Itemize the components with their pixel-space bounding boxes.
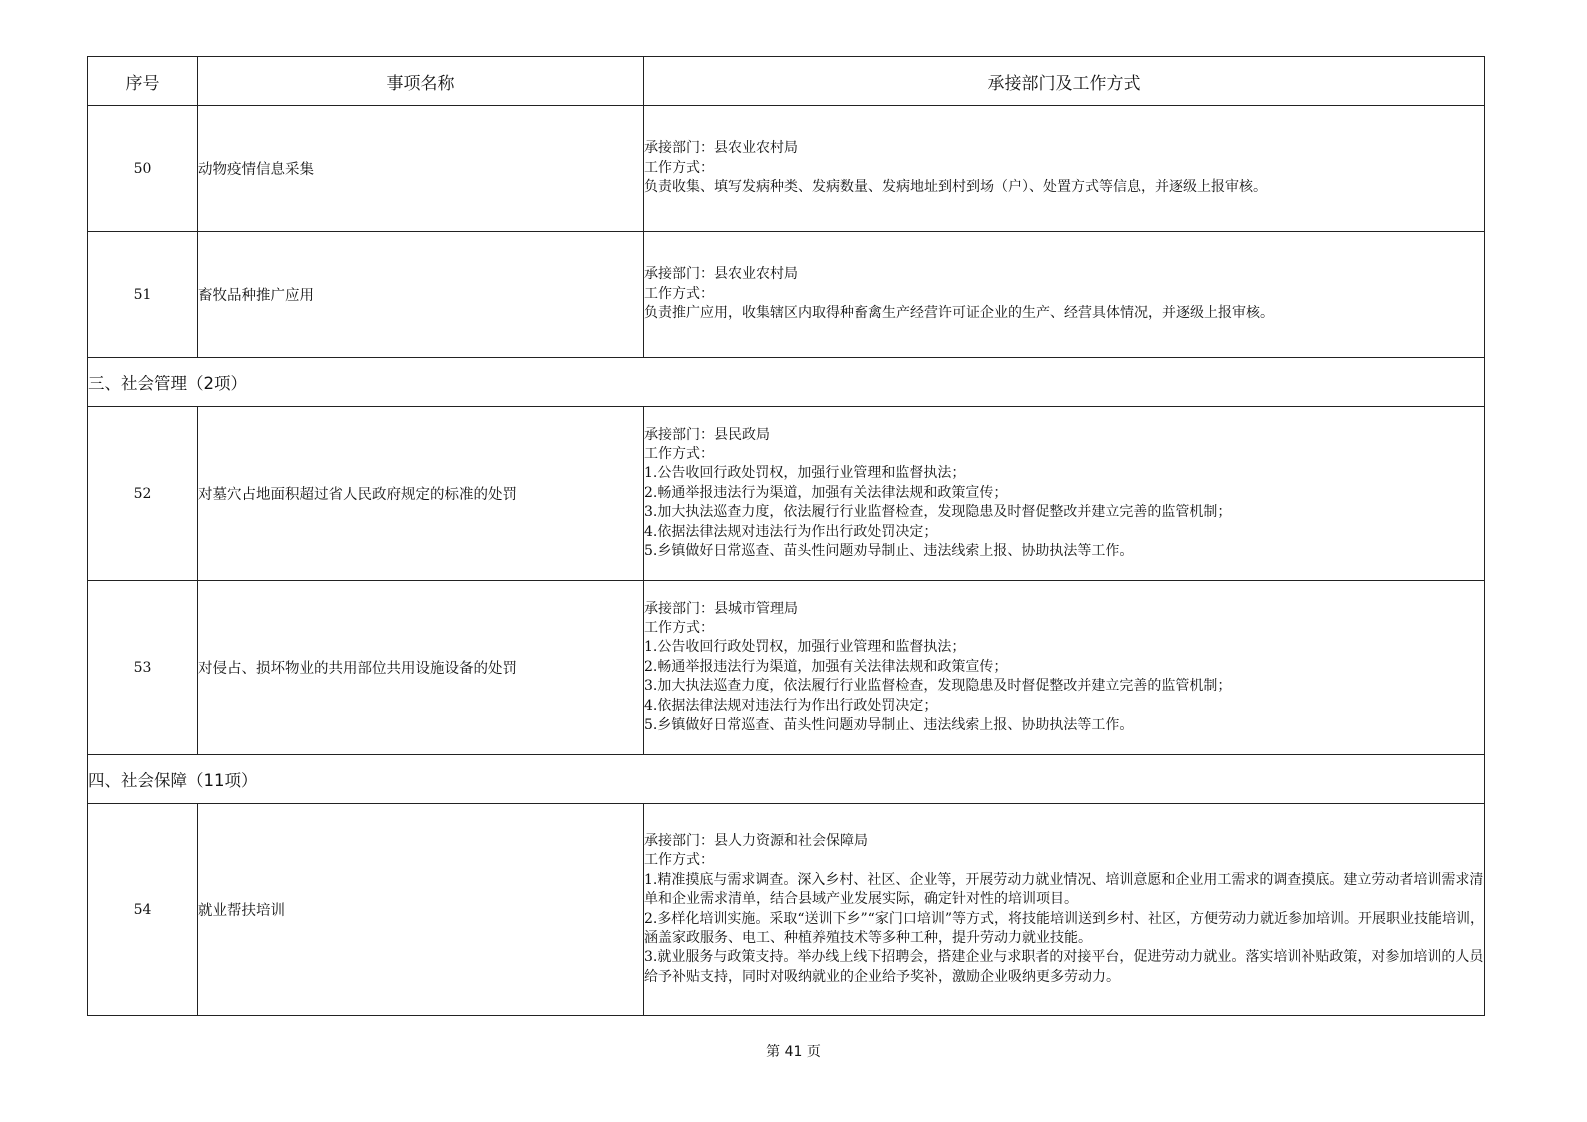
section-row — [88, 755, 1485, 804]
row-dept-method — [644, 804, 1485, 1016]
detail-line: 1.公告收回行政处罚权，加强行业管理和监督执法； — [644, 639, 966, 656]
table-row — [88, 804, 1485, 1016]
row-item-name: 动物疫情信息采集 — [198, 106, 644, 232]
detail-line: 承接部门：县城市管理局 — [644, 600, 798, 617]
detail-line: 工作方式： — [644, 619, 714, 636]
detail-line: 5.乡镇做好日常巡查、苗头性问题劝导制止、违法线索上报、协助执法等工作。 — [644, 543, 1134, 560]
detail-line: 3.加大执法巡查力度，依法履行行业监督检查，发现隐患及时督促整改并建立完善的监管机制； — [644, 504, 1232, 521]
items-table — [87, 56, 1485, 1016]
page-number: 第 41 页 — [766, 1044, 821, 1060]
row-seq: 54 — [88, 804, 198, 1016]
header-name: 事项名称 — [198, 57, 644, 106]
detail-line: 承接部门：县农业农村局 — [644, 140, 798, 157]
detail-line: 3.加大执法巡查力度，依法履行行业监督检查，发现隐患及时督促整改并建立完善的监管机制； — [644, 678, 1232, 695]
detail-line: 负责收集、填写发病种类、发病数量、发病地址到村到场（户）、处置方式等信息，并逐级上报审核。 — [644, 179, 1267, 196]
detail-line: 承接部门：县民政局 — [644, 426, 770, 443]
table-row — [88, 106, 1485, 232]
row-item-name: 对侵占、损坏物业的共用部位共用设施设备的处罚 — [198, 581, 644, 755]
header-seq: 序号 — [88, 57, 198, 106]
detail-line: 2.畅通举报违法行为渠道，加强有关法律法规和政策宣传； — [644, 484, 1008, 501]
detail-line: 工作方式： — [644, 285, 714, 302]
table-row — [88, 581, 1485, 755]
detail-line: 3.就业服务与政策支持。举办线上线下招聘会，搭建企业与求职者的对接平台，促进劳动力就业。落实培训补贴政策，对参加培训的人员给予补贴支持，同时对吸纳就业的企业给予奖补，激励企业吸纳更多劳动力。 — [644, 949, 1484, 985]
section-row — [88, 358, 1485, 407]
detail-line: 承接部门：县人力资源和社会保障局 — [644, 832, 868, 849]
detail-line: 1.精准摸底与需求调查。深入乡村、社区、企业等，开展劳动力就业情况、培训意愿和企业用工需求的调查摸底。建立劳动者培训需求清单和企业需求清单，结合县域产业发展实际，确定针对性的培训项目。 — [644, 871, 1484, 908]
detail-line: 5.乡镇做好日常巡查、苗头性问题劝导制止、违法线索上报、协助执法等工作。 — [644, 717, 1134, 734]
header-row — [88, 57, 1485, 106]
row-item-name: 对墓穴占地面积超过省人民政府规定的标准的处罚 — [198, 407, 644, 581]
detail-line: 4.依据法律法规对违法行为作出行政处罚决定； — [644, 697, 938, 714]
detail-line: 工作方式： — [644, 445, 714, 462]
section-title: 四、社会保障（11项） — [88, 755, 1485, 804]
row-item-name: 就业帮扶培训 — [198, 804, 644, 1016]
detail-line: 承接部门：县农业农村局 — [644, 266, 798, 283]
detail-line: 2.多样化培训实施。采取“送训下乡”“家门口培训”等方式，将技能培训送到乡村、社区，方便劳动力就近参加培训。开展职业技能培训，涵盖家政服务、电工、种植养殖技术等多种工种，提升劳动力就业技能。 — [644, 910, 1484, 946]
row-seq: 51 — [88, 232, 198, 358]
row-dept-method — [644, 407, 1485, 581]
table-row — [88, 407, 1485, 581]
table-body — [88, 106, 1485, 1016]
row-dept-method — [644, 232, 1485, 358]
row-dept-method — [644, 581, 1485, 755]
header-dept: 承接部门及工作方式 — [644, 57, 1485, 106]
detail-line: 工作方式： — [644, 159, 714, 176]
detail-line: 4.依据法律法规对违法行为作出行政处罚决定； — [644, 523, 938, 540]
section-title: 三、社会管理（2项） — [88, 358, 1485, 407]
detail-line: 2.畅通举报违法行为渠道，加强有关法律法规和政策宣传； — [644, 658, 1008, 675]
table-row — [88, 232, 1485, 358]
row-seq: 52 — [88, 407, 198, 581]
detail-line: 负责推广应用，收集辖区内取得种畜禽生产经营许可证企业的生产、经营具体情况，并逐级上报审核。 — [644, 305, 1274, 322]
row-dept-method — [644, 106, 1485, 232]
detail-line: 工作方式： — [644, 852, 714, 869]
row-item-name: 畜牧品种推广应用 — [198, 232, 644, 358]
row-seq: 53 — [88, 581, 198, 755]
row-seq: 50 — [88, 106, 198, 232]
detail-line: 1.公告收回行政处罚权，加强行业管理和监督执法； — [644, 465, 966, 482]
